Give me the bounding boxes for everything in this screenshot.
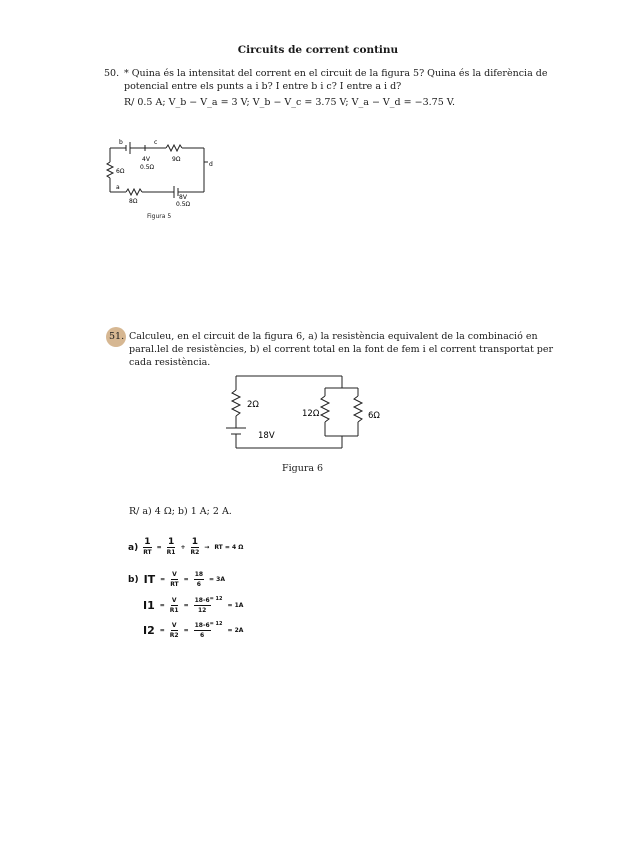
handwritten-b3-line: I2 = $\frac{V}{R2}$ = $\frac{18-6}{6}$ = 12 = 2A (143, 620, 244, 639)
hand-a-result: RT = 4 Ω (214, 544, 244, 551)
hand-b3-fraction-1: $\frac{V}{R2}$ (169, 622, 179, 639)
emf-top-label: 4V (142, 156, 150, 163)
hand-b2-fraction-2: $\frac{18-6}{12}$ (194, 597, 210, 614)
hand-b1-result: = 3A (209, 576, 225, 583)
point-b-label: b (119, 139, 123, 146)
figure-6-caption: Figura 6 (282, 463, 324, 474)
hand-b-label: b) (128, 574, 139, 585)
hand-b1-fraction-2: $\frac{18}{6}$ (194, 571, 204, 588)
problem-50-answer: R/ 0.5 A; V_b − V_a = 3 V; V_b − V_c = 3.75 V; V_a − V_d = −3.75 V. (124, 97, 455, 108)
figure-5-circuit (104, 136, 214, 208)
hand-b2-var: I1 (143, 599, 155, 612)
problem-51-answer: R/ a) 4 Ω; b) 1 A; 2 A. (129, 506, 232, 517)
hand-b2-result: = 1A (227, 602, 244, 609)
problem-50-text (124, 67, 548, 93)
resistor-12-label: 12Ω (302, 409, 320, 419)
hand-b1-fraction-1: $\frac{V}{RT}$ (170, 571, 179, 588)
resistor-bottom-label: 8Ω (129, 198, 138, 205)
resistor-2-label: 2Ω (247, 400, 259, 410)
hand-a-label: a) (128, 542, 139, 553)
handwritten-b1-line: b) IT = $\frac{V}{RT}$ = $\frac{18}{6}$ = 3A (128, 571, 225, 588)
problem-51-text (129, 330, 554, 369)
resistor-6-label: 6Ω (368, 411, 380, 421)
resistor-top-label: 9Ω (172, 156, 181, 163)
hand-b1-var: IT (143, 573, 156, 586)
problem-50-number: 50. (104, 68, 120, 79)
emf-top-resistance: 0.5Ω (140, 164, 155, 171)
figure-6-circuit (220, 370, 390, 454)
emf-bottom-label: 8V (179, 194, 187, 201)
hand-b2-superscript: = 12 (209, 595, 223, 602)
emf-bottom-resistance: 0.5Ω (176, 201, 191, 208)
problem-51-line-2: paral.lel de resistències, b) el corrent total en la font de fem i el corrent transportat per (129, 344, 554, 355)
hand-b3-var: I2 (143, 624, 155, 637)
point-a-label: a (116, 184, 120, 191)
hand-a-term2-fraction: $\frac{1}{R2}$ (190, 537, 200, 556)
source-18v-label: 18V (258, 431, 275, 441)
hand-b3-superscript: = 12 (209, 620, 223, 627)
handwritten-b2-line: I1 = $\frac{V}{R1}$ = $\frac{18-6}{12}$ = 12 = 1A (143, 595, 244, 614)
figure-5-caption: Figura 5 (147, 213, 172, 220)
hand-a-lhs-fraction: $\frac{1}{RT}$ (143, 537, 152, 556)
handwritten-a-line: a) $\frac{1}{RT}$ = $\frac{1}{R1}$ + $\frac{1}{R2}$ → RT = 4 Ω (128, 537, 244, 556)
problem-50-line-1: * Quina és la intensitat del corrent en el circuit de la figura 5? Quina és la diferència de (124, 68, 548, 79)
problem-51-line-3: cada resistència. (129, 357, 211, 368)
hand-a-term1-fraction: $\frac{1}{R1}$ (166, 537, 176, 556)
hand-b2-fraction-1: $\frac{V}{R1}$ (169, 597, 179, 614)
problem-51-line-1: Calculeu, en el circuit de la figura 6, a) la resistència equivalent de la combinació en (129, 331, 538, 342)
hand-b3-fraction-2: $\frac{18-6}{6}$ (194, 622, 210, 639)
resistor-left-label: 6Ω (116, 168, 125, 175)
hand-b3-result: = 2A (227, 627, 244, 634)
problem-50-line-2: potencial entre els punts a i b? I entre b i c? I entre a i d? (124, 81, 402, 92)
problem-51-number: 51. (109, 331, 125, 342)
page-title: Circuits de corrent continu (237, 44, 399, 56)
point-d-label: d (209, 161, 213, 168)
point-c-label: c (154, 139, 158, 146)
